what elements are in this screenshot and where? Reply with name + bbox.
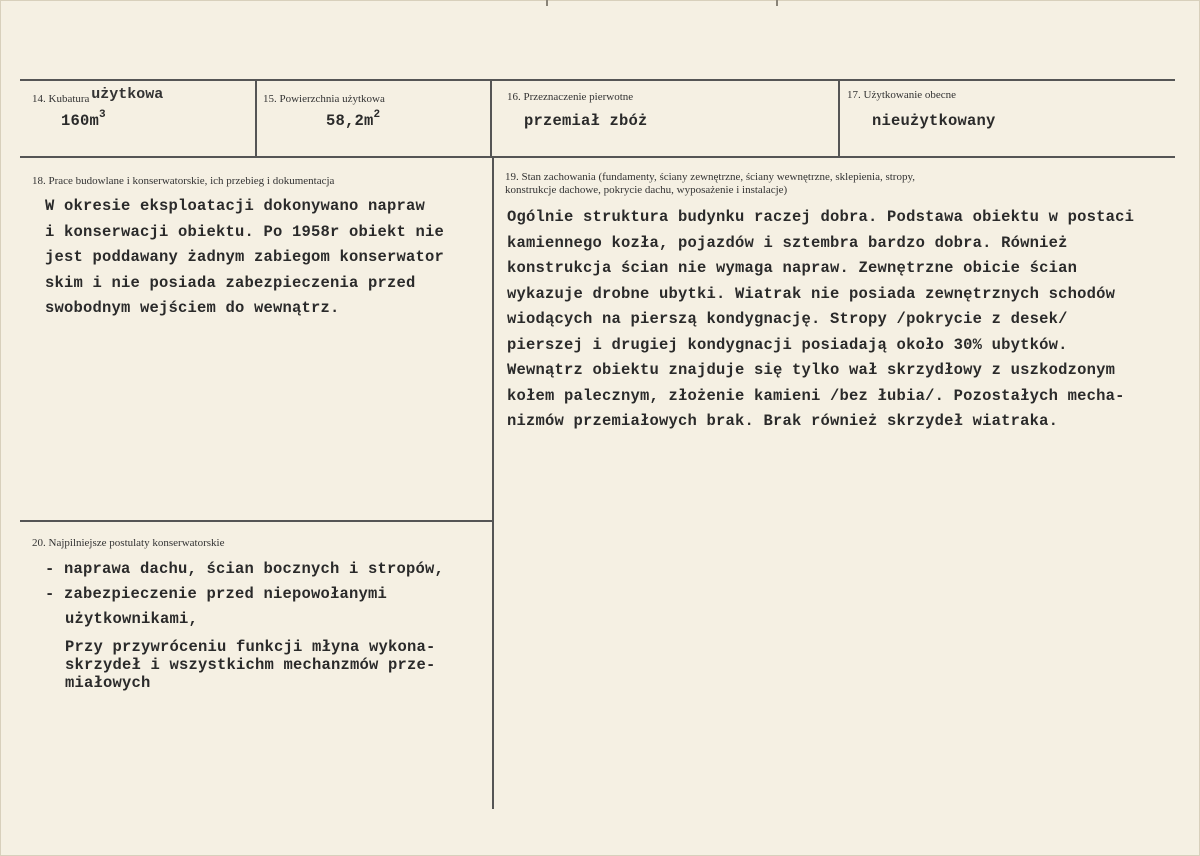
rule-col-2	[490, 79, 492, 157]
field-14-value	[61, 109, 106, 130]
field-18-line: i konserwacji obiektu. Po 1958r obiekt nie	[45, 222, 445, 241]
field-20-line: skrzydeł i wszystkichm mechanzmów prze-	[65, 656, 436, 674]
field-16-label: 16. Przeznaczenie pierwotne	[507, 91, 634, 103]
field-20-label: 20. Najpilniejsze postulaty konserwatorskie	[32, 537, 225, 549]
field-19-label-line-1: 19. Stan zachowania (fundamenty, ściany zewnętrzne, ściany wewnętrzne, sklepienia, stropy,	[505, 171, 916, 183]
field-14-value-text: 160m	[61, 112, 100, 130]
field-19-line: nizmów przemiałowych brak. Brak również skrzydeł wiatraka.	[507, 412, 1059, 430]
field-14-label-typed: użytkowa	[91, 86, 164, 103]
rule-left-split	[20, 520, 492, 522]
field-18-text	[45, 194, 444, 322]
field-19-line: wiodących na pierszą kondygnację. Stropy /pokrycie z desek/	[507, 310, 1068, 328]
field-19-line: konstrukcja ścian nie wymaga napraw. Zewnętrzne obicie ścian	[507, 259, 1078, 277]
rule-middle-vertical	[492, 157, 494, 809]
field-15-value-sup: 2	[373, 109, 381, 121]
field-15-value-text: 58,2m	[326, 112, 374, 130]
rule-header-bottom	[20, 156, 1175, 158]
field-16-value: przemiał zbóż	[524, 112, 648, 130]
field-20-line: użytkownikami,	[65, 610, 199, 628]
field-19-line: Wewnątrz obiektu znajduje się tylko wał skrzydłowy z uszkodzonym	[507, 361, 1116, 379]
field-19-line: wykazuje drobne ubytki. Wiatrak nie posiada zewnętrznych schodów	[507, 284, 1116, 303]
rule-col-3	[838, 79, 840, 157]
field-14-label-text: 14. Kubatura	[32, 93, 90, 105]
field-15-value	[326, 109, 380, 130]
field-19-line: kołem palecznym, złożenie kamieni /bez łubia/. Pozostałych mecha-	[507, 386, 1125, 405]
field-19-label-line-2: konstrukcje dachowe, pokrycie dachu, wyposażenie i instalacje)	[505, 184, 788, 196]
field-19-text	[507, 205, 1134, 435]
field-18-label: 18. Prace budowlane i konserwatorskie, ich przebieg i dokumentacja	[32, 175, 335, 187]
field-17-label: 17. Użytkowanie obecne	[847, 89, 957, 101]
field-15-label: 15. Powierzchnia użytkowa	[263, 93, 385, 105]
field-18-line: W okresie eksploatacji dokonywano napraw	[45, 197, 426, 215]
field-18-line: swobodnym wejściem do wewnątrz.	[45, 299, 340, 317]
rule-top	[20, 79, 1175, 81]
field-19-line: pierszej i drugiej kondygnacji posiadają około 30% ubytków.	[507, 335, 1068, 354]
field-19-line: Ogólnie struktura budynku raczej dobra. Podstawa obiektu w postaci	[507, 208, 1135, 226]
registration-mark	[546, 0, 548, 6]
field-19-line: kamiennego kozła, pojazdów i sztembra bardzo dobra. Również	[507, 233, 1068, 252]
field-18-line: jest poddawany żadnym zabiegom konserwator	[45, 248, 445, 266]
rule-col-1	[255, 79, 257, 157]
field-17-value: nieużytkowany	[872, 112, 996, 130]
field-14-value-sup: 3	[99, 109, 106, 121]
registration-mark	[776, 0, 778, 6]
field-18-line: skim i nie posiada zabezpieczenia przed	[45, 273, 416, 292]
field-20-line: Przy przywróceniu funkcji młyna wykona-	[65, 638, 436, 656]
field-20-line: - naprawa dachu, ścian bocznych i stropów,	[45, 560, 445, 578]
field-20-text	[45, 557, 444, 692]
field-20-line: miałowych	[65, 674, 151, 692]
field-20-line: - zabezpieczenie przed niepowołanymi	[45, 585, 388, 603]
field-14-label	[32, 86, 164, 106]
